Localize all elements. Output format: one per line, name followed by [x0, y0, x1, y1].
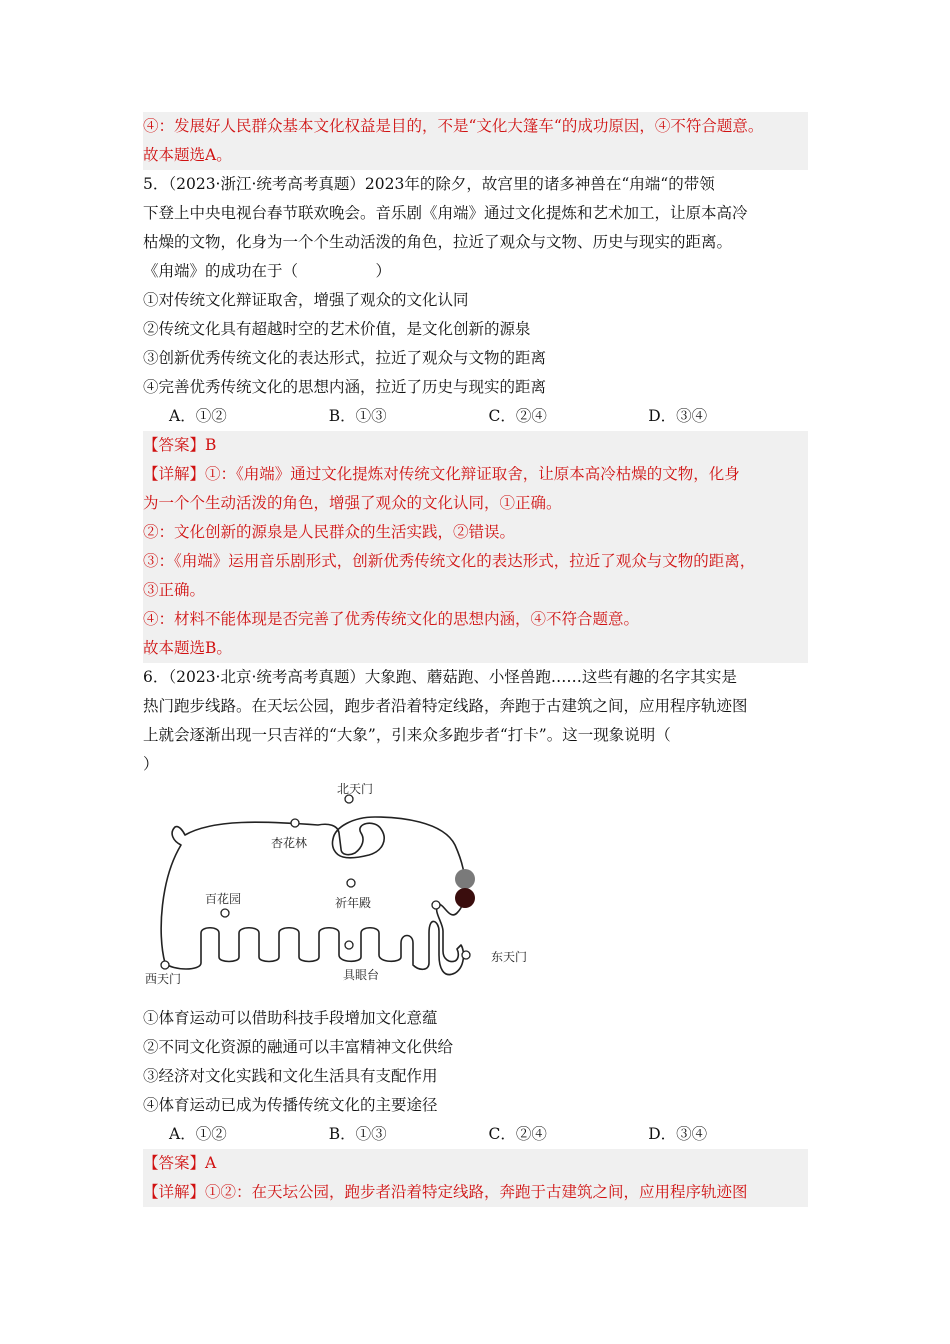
q5-answer: 【答案】B: [143, 436, 217, 454]
marker-dark: [455, 888, 475, 908]
q6-option-a[interactable]: A．①②: [169, 1125, 227, 1143]
q6-stem-line: 上就会逐渐出现一只吉祥的“大象”，引来众多跑步者“打卡”。这一现象说明（: [143, 726, 671, 744]
label-juyantai: 具眼台: [343, 968, 380, 982]
label-hundred-flower-garden: 百花园: [205, 892, 242, 906]
q6-option-c[interactable]: C．②④: [488, 1125, 547, 1143]
q5-item: ①对传统文化辩证取舍，增强了观众的文化认同: [143, 291, 469, 309]
q5-answer-block: [143, 431, 808, 663]
poi-west-gate: [161, 961, 169, 969]
poi-small-right: [432, 901, 440, 909]
poi-juyantai: [345, 941, 353, 949]
q5-stem-line: 下登上中央电视台春节联欢晚会。音乐剧《甪端》通过文化提炼和艺术加工，让原本高冷: [143, 204, 748, 222]
q5-option-c[interactable]: C．②④: [488, 407, 547, 425]
q5-stem-line: 5．（2023·浙江·统考高考真题）2023年的除夕，故宫里的诸多神兽在“甪端“的带领: [143, 175, 715, 193]
q5-conclusion: 故本题选B。: [143, 639, 232, 657]
q5-stem-line: 《甪端》的成功在于（ ）: [143, 262, 392, 280]
q5-item: ③创新优秀传统文化的表达形式，拉近了观众与文物的距离: [143, 349, 547, 367]
poi-east-gate: [462, 951, 470, 959]
document-page: [143, 112, 808, 1207]
marker-gray: [455, 869, 475, 889]
question-6: [143, 663, 808, 1207]
label-hall-of-prayer: 祈年殿: [335, 896, 372, 910]
q6-stem-line: 6．（2023·北京·统考高考真题）大象跑、蘑菇跑、小怪兽跑……这些有趣的名字其实是: [143, 668, 737, 686]
elephant-route-map: [143, 783, 808, 998]
q5-detail-line: ③：《甪端》运用音乐剧形式，创新优秀传统文化的表达形式，拉近了观众与文物的距离，: [143, 552, 756, 570]
q4-analysis-4: ④：发展好人民群众基本文化权益是目的，不是“文化大篷车“的成功原因，④不符合题意。: [143, 117, 764, 135]
poi-hall-of-prayer: [347, 879, 355, 887]
question-5: [143, 170, 808, 663]
q6-item: ②不同文化资源的融通可以丰富精神文化供给: [143, 1038, 454, 1056]
q5-item: ②传统文化具有超越时空的艺术价值，是文化创新的源泉: [143, 320, 531, 338]
q5-item: ④完善优秀传统文化的思想内涵，拉近了历史与现实的距离: [143, 378, 547, 396]
poi-apricot-grove: [291, 819, 299, 827]
q6-answer-block: [143, 1149, 808, 1207]
q5-options: [143, 402, 808, 431]
poi-hundred-flower-garden: [221, 909, 229, 917]
q6-stem-line: ）: [143, 755, 159, 773]
q6-item: ④体育运动已成为传播传统文化的主要途径: [143, 1096, 438, 1114]
q5-detail-line: 为一个个生动活泼的角色，增强了观众的文化认同，①正确。: [143, 494, 562, 512]
q6-detail-line: 【详解】①②：在天坛公园，跑步者沿着特定线路，奔跑于古建筑之间，应用程序轨迹图: [143, 1183, 748, 1201]
label-east-gate: 东天门: [491, 950, 528, 964]
label-north-gate: 北天门: [337, 783, 374, 796]
q5-detail-line: ④：材料不能体现是否完善了优秀传统文化的思想内涵，④不符合题意。: [143, 610, 640, 628]
q5-option-d[interactable]: D．③④: [648, 407, 708, 425]
q6-answer: 【答案】A: [143, 1154, 217, 1172]
q6-stem-line: 热门跑步线路。在天坛公园，跑步者沿着特定线路，奔跑于古建筑之间，应用程序轨迹图: [143, 697, 748, 715]
q5-option-b[interactable]: B．①③: [328, 407, 387, 425]
q6-option-b[interactable]: B．①③: [328, 1125, 387, 1143]
q4-conclusion: 故本题选A。: [143, 146, 232, 164]
q6-item: ①体育运动可以借助科技手段增加文化意蕴: [143, 1009, 438, 1027]
q6-option-d[interactable]: D．③④: [648, 1125, 708, 1143]
q5-detail-line: 【详解】①：《甪端》通过文化提炼对传统文化辩证取舍，让原本高冷枯燥的文物，化身: [143, 465, 740, 483]
label-west-gate: 西天门: [145, 972, 182, 986]
q5-stem-line: 枯燥的文物，化身为一个个生动活泼的角色，拉近了观众与文物、历史与现实的距离。: [143, 233, 733, 251]
label-apricot-grove: 杏花林: [271, 836, 308, 850]
q5-detail-line: ③正确。: [143, 581, 206, 599]
poi-north-gate: [345, 795, 353, 803]
q5-detail-line: ②：文化创新的源泉是人民群众的生活实践，②错误。: [143, 523, 516, 541]
q6-options: [143, 1120, 808, 1149]
q5-option-a[interactable]: A．①②: [169, 407, 227, 425]
q4-answer-block: [143, 112, 808, 170]
q6-item: ③经济对文化实践和文化生活具有支配作用: [143, 1067, 438, 1085]
route-map-svg: [143, 783, 563, 998]
